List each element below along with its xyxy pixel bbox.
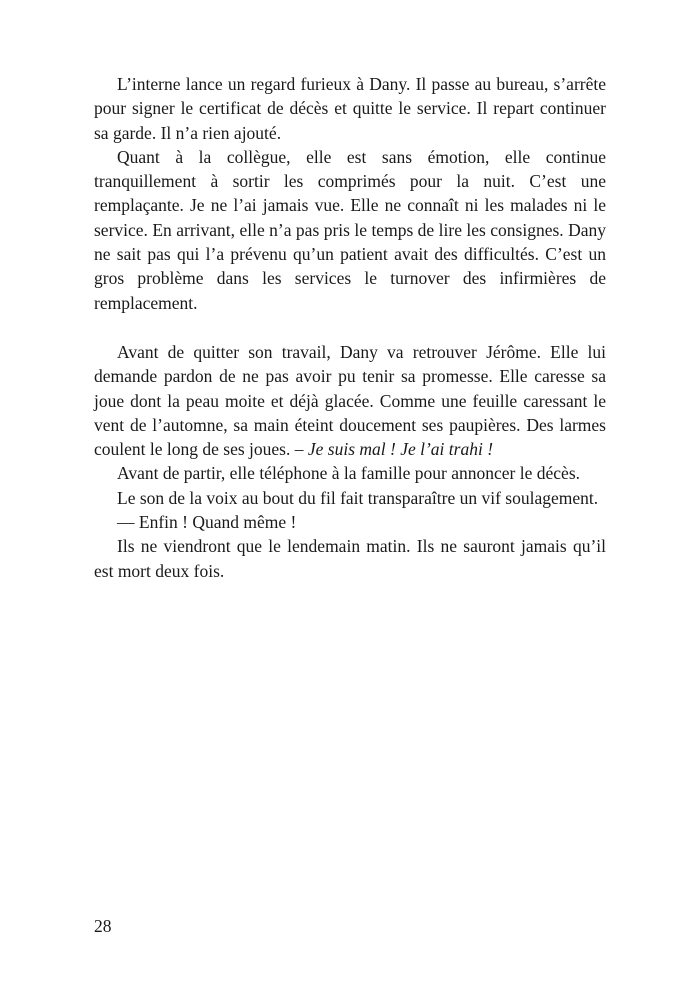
page-number: 28 — [94, 916, 112, 936]
paragraph: L’interne lance un regard furieux à Dany. Il passe au bureau, s’arrête pour signer le certificat de décès et quitte le service. Il repart continuer sa garde. Il n’a rien ajouté. — [94, 74, 606, 143]
text-section-1 — [94, 72, 606, 315]
text-section-2 — [94, 340, 606, 583]
paragraph-text: Avant de quitter son travail, Dany va retrouver Jérôme. Elle lui demande pardon de ne pas avoir pu tenir sa promesse. Elle caresse sa joue dont la peau moite et déjà glacée. Comme une feuille caressant le vent de l’automne, sa main éteint doucement ses paupières. Des larmes coulent le long de ses joues. – — [94, 342, 606, 460]
italic-quote: Je suis mal ! Je l’ai trahi ! — [307, 439, 494, 460]
paragraph: Le son de la voix au bout du fil fait transparaître un vif soulagement. — [117, 487, 599, 508]
paragraph: Ils ne viendront que le lendemain matin. Ils ne sauront jamais qu’il est mort deux fois. — [94, 536, 606, 581]
dialogue-line: — Enfin ! Quand même ! — [117, 512, 297, 533]
paragraph: Avant de partir, elle téléphone à la famille pour annoncer le décès. — [117, 463, 580, 484]
paragraph — [94, 340, 606, 461]
paragraph: Quant à la collègue, elle est sans émotion, elle continue tranquillement à sortir les comprimés pour la nuit. C’est une remplaçante. Je ne l’ai jamais vue. Elle ne connaît ni les malades ni le service. En arrivant, elle n’a pas pris le temps de lire les consignes. Dany ne sait pas qui l’a prévenu qu’un patient avait des difficultés. C’est un gros problème dans les services le turnover des infirmières de remplacement. — [94, 146, 606, 313]
